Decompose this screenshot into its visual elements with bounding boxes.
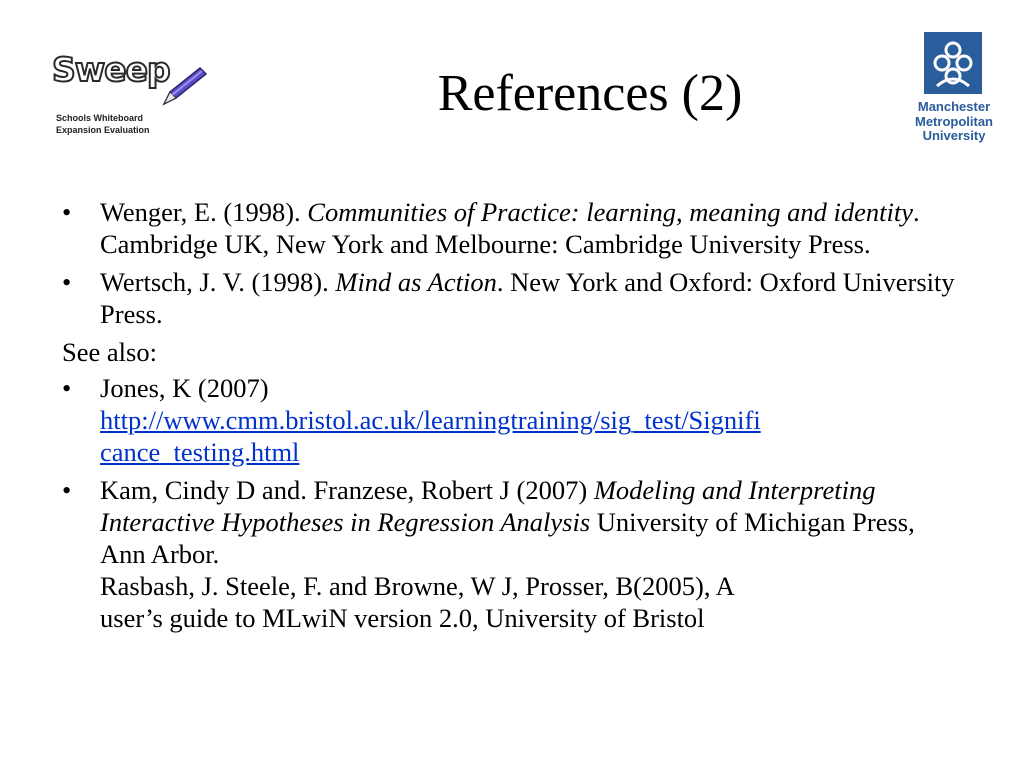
bullet-dot: • [62,197,72,227]
reference-publisher: . Cambridge UK, New York and Melbourne: Cambridge University Press. [100,197,920,259]
sweep-subtitle-line1: Schools Whiteboard [56,113,144,123]
reference-author: Wertsch, J. V. (1998). [100,267,336,297]
reference-item-wertsch [62,266,962,330]
reference-link[interactable] [100,405,761,467]
sweep-logo [50,48,210,140]
reference-title: Communities of Practice: learning, meaning and identity [307,197,913,227]
mmu-logo [904,30,1000,155]
reference-author: Kam, Cindy D and. Franzese, Robert J (2007) [100,475,594,505]
reference-rasbash-line2: user’s guide to MLwiN version 2.0, University of Bristol [100,603,705,633]
reference-item-jones [62,372,962,468]
mmu-name [904,100,1004,144]
see-also-label: See also: [62,337,157,367]
sweep-subtitle [56,112,150,136]
pen-icon [160,64,210,108]
bullet-dot: • [62,267,72,297]
bullet-dot: • [62,475,72,505]
reference-author: Wenger, E. (1998). [100,197,308,227]
mmu-name-line3: University [922,128,986,143]
reference-author: Jones, K (2007) [100,373,269,403]
bullet-dot: • [62,373,72,403]
mmu-name-line1: Manchester [917,99,991,114]
reference-item-kam [62,474,962,634]
reference-publisher: . New York and Oxford: Oxford University Press. [100,267,955,329]
mmu-name-line2: Metropolitan [915,113,993,129]
references-list [62,196,962,640]
reference-link-part1[interactable]: http://www.cmm.bristol.ac.uk/learningtraining/sig_test/Signifi [100,405,761,435]
reference-title: Modeling and Interpreting Interactive Hypotheses in Regression Analysis [100,475,876,537]
slide-title: References (2) [437,65,743,122]
reference-title: Mind as Action [335,267,497,297]
reference-item-wenger [62,196,962,260]
sweep-wordmark: Sweep [52,50,170,89]
sweep-subtitle-line2: Expansion Evaluation [56,125,150,135]
reference-publisher: University of Michigan Press, Ann Arbor. [100,507,915,569]
reference-rasbash-line1: Rasbash, J. Steele, F. and Browne, W J, Prosser, B(2005), A [100,571,735,601]
reference-link-part2[interactable]: cance_testing.html [100,437,300,467]
mmu-emblem-icon [924,32,982,94]
